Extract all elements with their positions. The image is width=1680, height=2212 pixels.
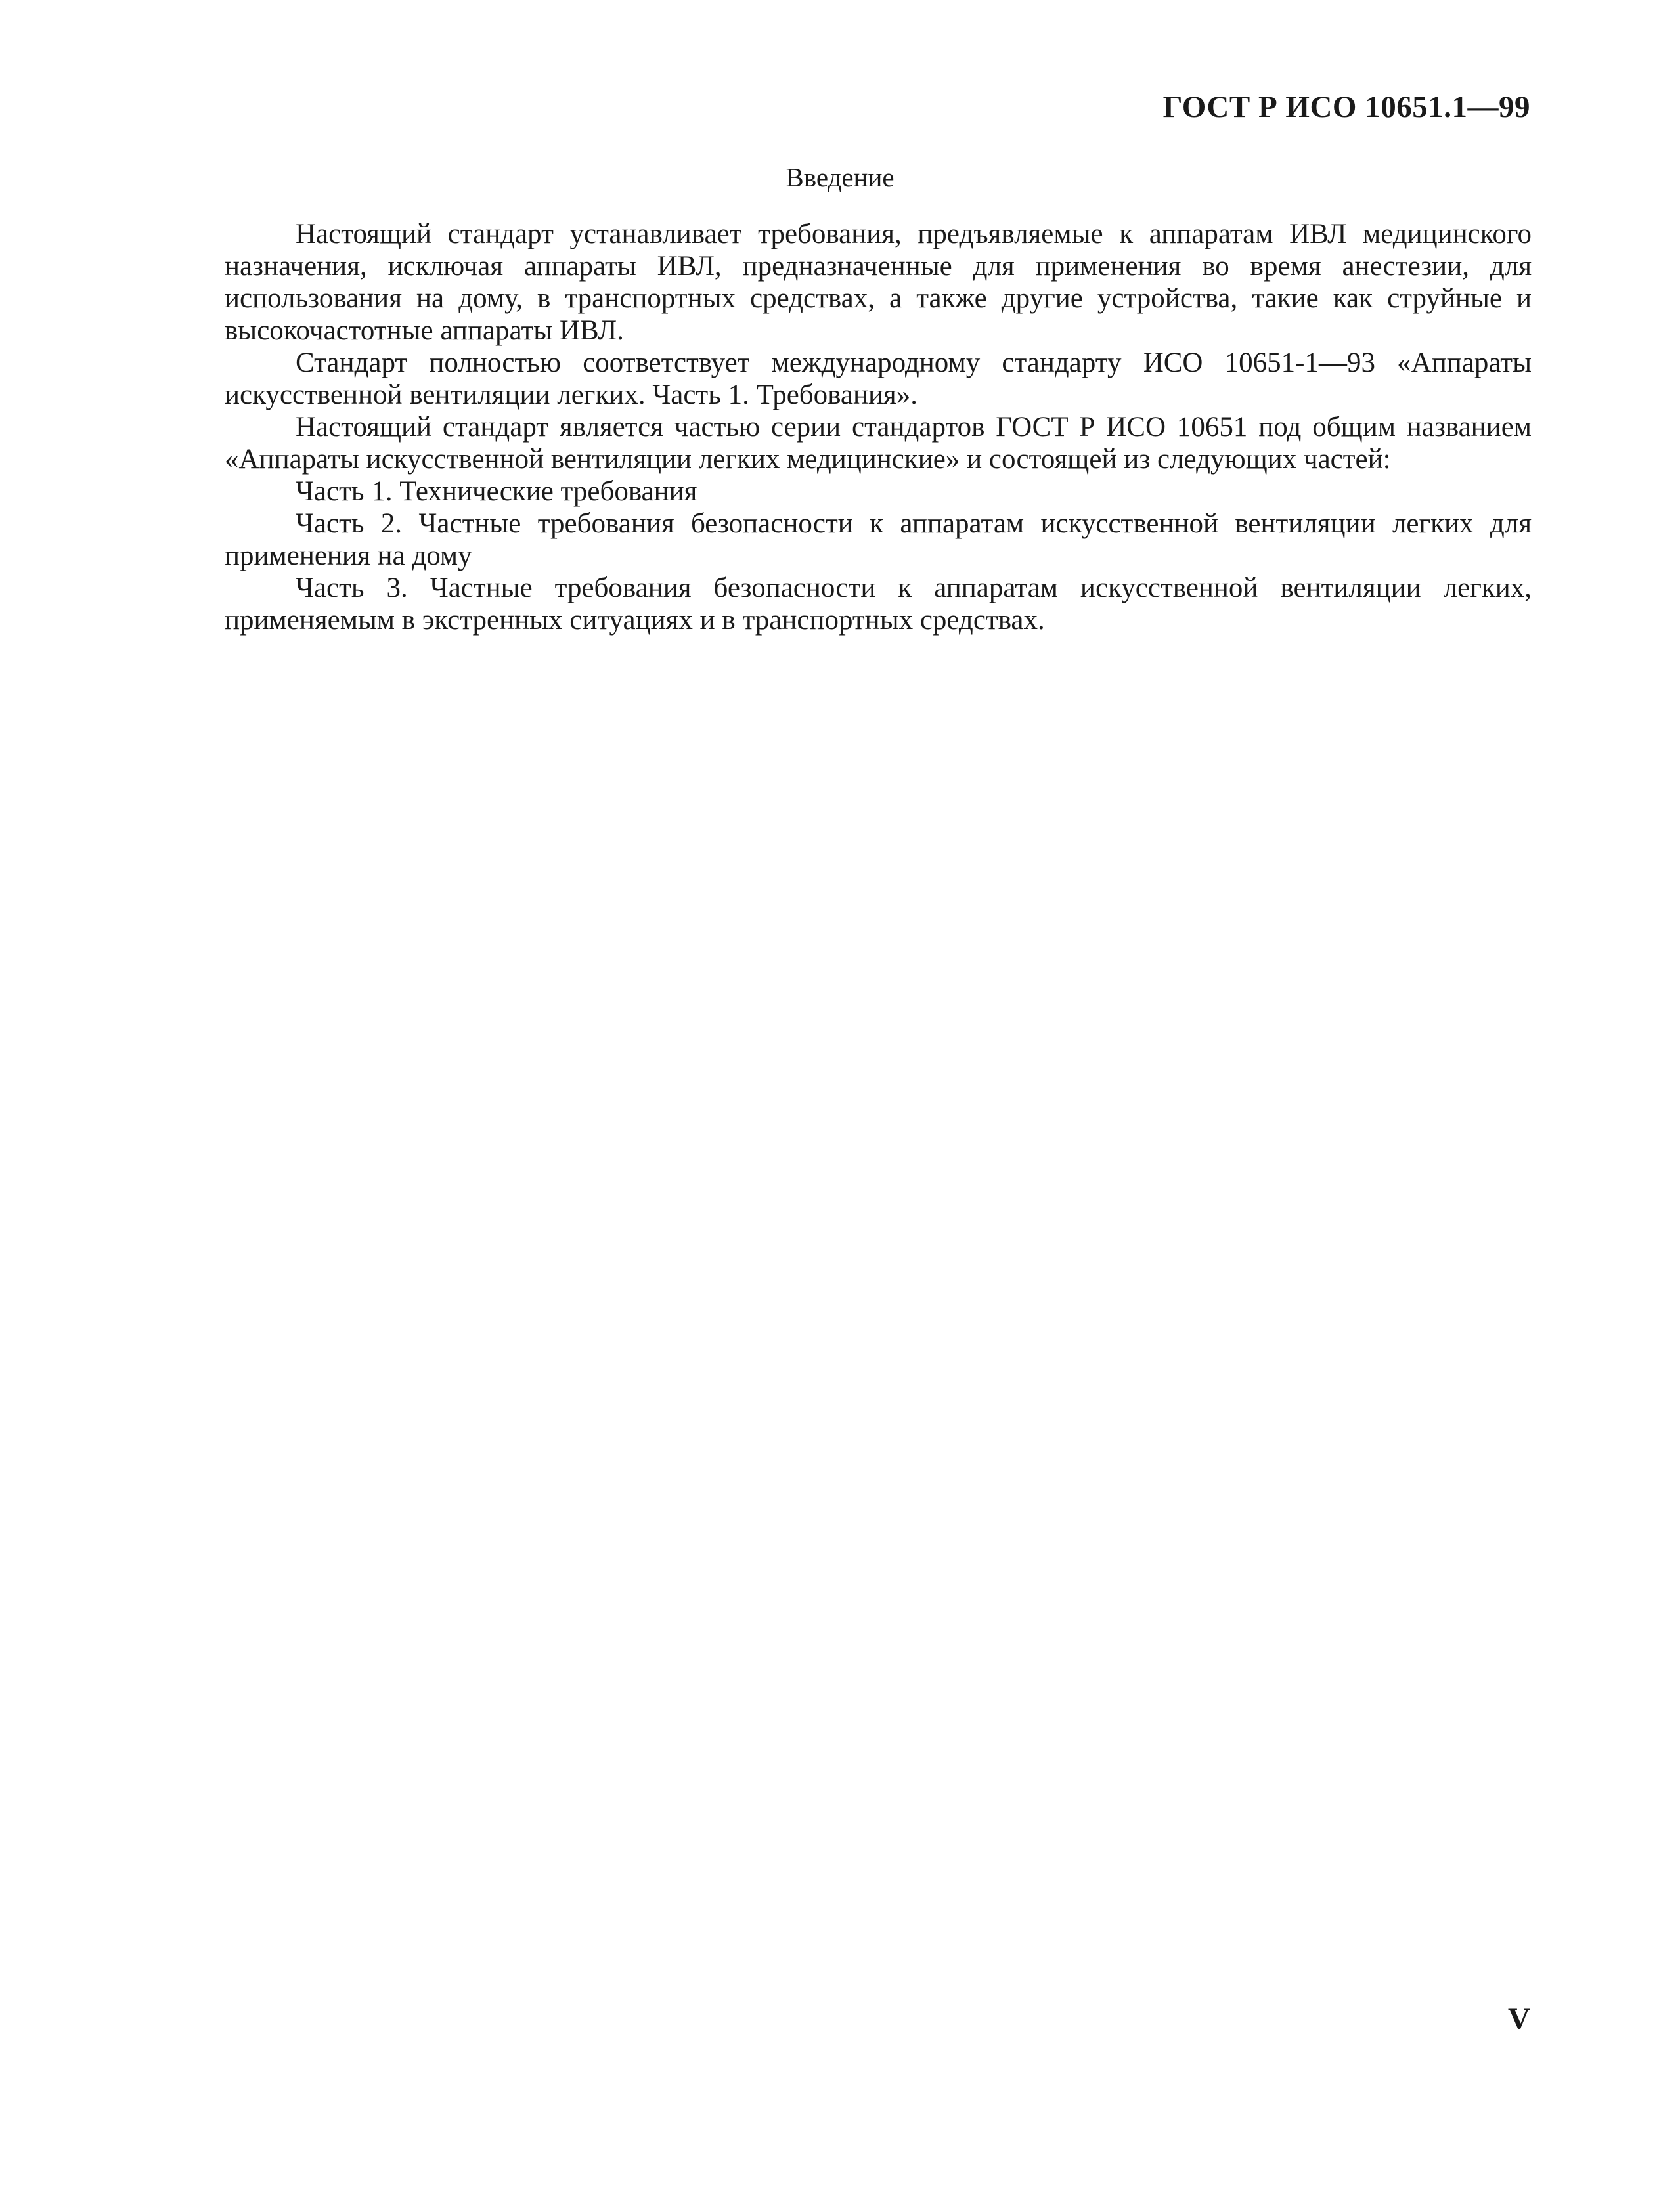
page-number: V — [1508, 2002, 1530, 2036]
section-title: Введение — [785, 162, 895, 192]
paragraph-part-1: Часть 1. Технические требования — [296, 476, 697, 507]
paragraph-series: Настоящий стандарт является частью серии стандартов ГОСТ Р ИСО 10651 под общим названием «Аппараты искусственной вентиляции легких медицинские» и состоящей из следующих частей: — [225, 412, 1532, 475]
paragraph-part-2: Часть 2. Частные требования безопасности к аппаратам искусственной вентиляции легких для применения на дому — [225, 508, 1532, 571]
document-code: ГОСТ Р ИСО 10651.1—99 — [1162, 90, 1530, 124]
paragraph-part-3: Часть 3. Частные требования безопасности к аппаратам искусственной вентиляции легких, применяемым в экстренных ситуациях и в транспортных средствах. — [225, 573, 1532, 636]
paragraph-scope: Настоящий стандарт устанавливает требования, предъявляемые к аппаратам ИВЛ медицинского назначения, исключая аппараты ИВЛ, предназначенные для применения во время анестезии, для использования на дому, в транспортных средствах, а также другие устройства, такие как струйные и высокочастотные аппараты ИВЛ. — [225, 219, 1532, 346]
document-body — [225, 218, 1532, 636]
paragraph-correspondence: Стандарт полностью соответствует международному стандарту ИСО 10651-1—93 «Аппараты искусственной вентиляции легких. Часть 1. Требования». — [225, 347, 1532, 410]
